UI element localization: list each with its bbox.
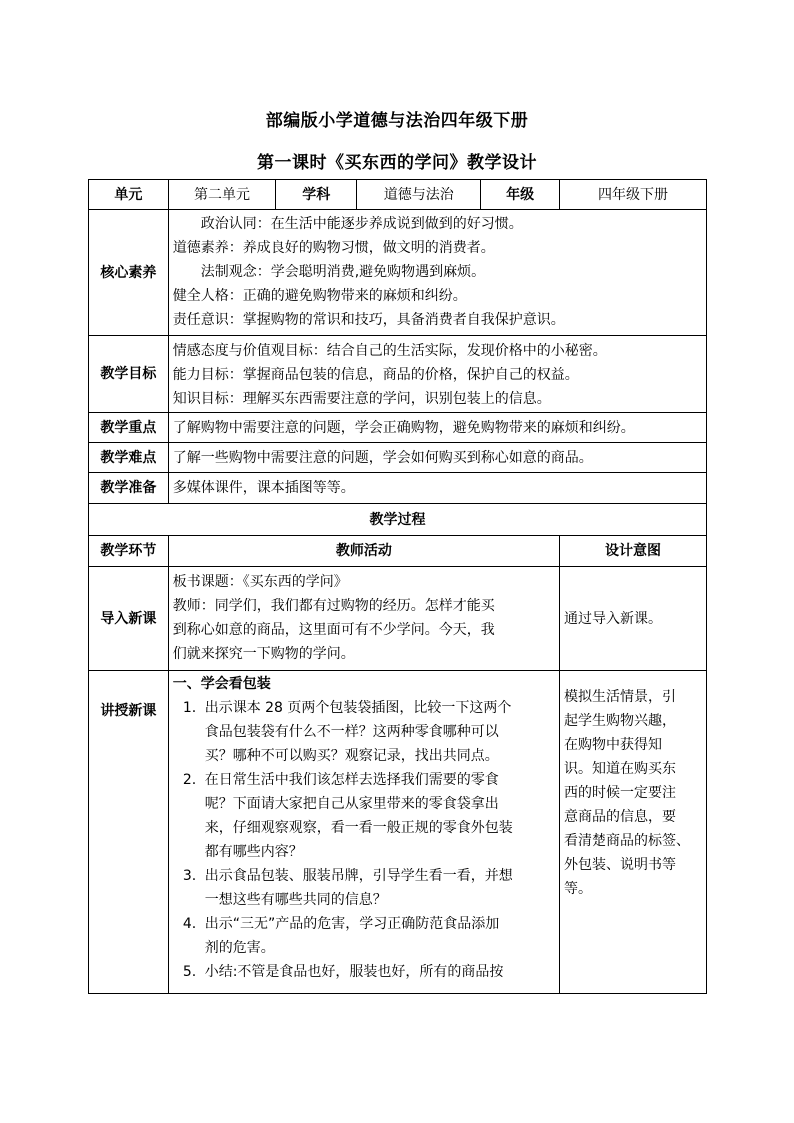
process-header-row [89, 536, 707, 567]
prep-row [89, 473, 707, 504]
lesson-plan-table [88, 179, 707, 994]
info-row [89, 180, 707, 210]
goal-line: 知识目标：理解买东西需要注意的学问，识别包装上的信息。 [172, 391, 551, 407]
step-line: 2. 在日常生活中我们该怎样去选择我们需要的零食 [204, 772, 499, 788]
teaching-subheading: 一、学会看包装 [172, 676, 271, 692]
step-line: 来，仔细观察观察，看一看一般正规的零食外包装 [204, 820, 513, 836]
core-literacy-content [168, 210, 706, 336]
unit-value: 第二单元 [168, 180, 276, 210]
intro-intent: 通过导入新课。 [559, 567, 706, 671]
core-line: 健全人格：正确的避免购物带来的麻烦和纠纷。 [172, 288, 467, 304]
subject-value: 道德与法治 [357, 180, 481, 210]
teaching-step [201, 696, 555, 768]
step-line: 买？哪种不可以购买？观察记录，找出共同点。 [204, 748, 499, 764]
process-heading-row [89, 504, 707, 536]
document-title: 部编版小学道德与法治四年级下册 [265, 111, 529, 131]
goal-line: 情感态度与价值观目标：结合自己的生活实际，发现价格中的小秘密。 [172, 343, 607, 359]
teaching-activity [168, 671, 559, 994]
teaching-row [89, 671, 707, 994]
core-literacy-label: 核心素养 [89, 210, 169, 336]
stage-intro: 导入新课 [89, 567, 169, 671]
step-line: 呢？下面请大家把自己从家里带来的零食袋拿出 [204, 796, 499, 812]
teaching-step [201, 768, 555, 864]
goals-row [89, 336, 707, 413]
step-line: 一想这些有哪些共同的信息？ [204, 892, 387, 908]
step-line: 食品包装袋有什么不一样？这两种零食哪种可以 [204, 724, 499, 740]
teaching-step [201, 912, 555, 960]
step-line: 3. 出示食品包装、服装吊牌，引导学生看一看，并想 [204, 868, 513, 884]
grade-label: 年级 [481, 180, 560, 210]
intent-line: 模拟生活情景，引 [563, 689, 676, 705]
intent-line: 看清楚商品的标签、 [563, 833, 690, 849]
key-point-label: 教学重点 [89, 413, 169, 443]
activity-line: 到称心如意的商品，这里面可有不少学问。今天，我 [172, 622, 495, 638]
activity-line: 板书课题：《买东西的学问》 [172, 574, 348, 590]
col-teacher-header: 教师活动 [168, 536, 559, 567]
intent-line: 起学生购物兴趣， [563, 713, 676, 729]
col-stage-header: 教学环节 [89, 536, 169, 567]
intro-teacher-activity [168, 567, 559, 671]
intent-line: 在购物中获得知 [563, 737, 662, 753]
step-line: 5. 小结:不管是食品也好，服装也好，所有的商品按 [204, 964, 504, 980]
core-line: 政治认同：在生活中能逐步养成说到做到的好习惯。 [200, 216, 523, 232]
core-line: 责任意识：掌握购物的常识和技巧，具备消费者自我保护意识。 [172, 312, 565, 328]
activity-line: 教师：同学们，我们都有过购物的经历。怎样才能买 [172, 598, 495, 614]
grade-value: 四年级下册 [559, 180, 706, 210]
goals-label: 教学目标 [89, 336, 169, 413]
intent-line: 外包装、说明书等 [563, 857, 676, 873]
teaching-step [201, 960, 555, 984]
prep-text: 多媒体课件，课本插图等等。 [168, 473, 706, 504]
intent-line: 识。知道在购买东 [563, 761, 676, 777]
core-line: 法制观念：学会聪明消费,避免购物遇到麻烦。 [200, 264, 486, 280]
step-line: 1. 出示课本 28 页两个包装袋插图，比较一下这两个 [204, 700, 512, 716]
teaching-steps [173, 696, 555, 984]
subject-label: 学科 [276, 180, 357, 210]
intent-line: 等。 [563, 881, 592, 897]
difficulty-label: 教学难点 [89, 443, 169, 473]
key-point-text: 了解购物中需要注意的问题，学会正确购物，避免购物带来的麻烦和纠纷。 [168, 413, 706, 443]
step-line: 4. 出示“三无”产品的危害，学习正确防范食品添加 [204, 916, 500, 932]
lesson-title: 第一课时《买东西的学问》教学设计 [257, 153, 537, 173]
goals-content [168, 336, 706, 413]
core-literacy-row [89, 210, 707, 336]
intent-line: 意商品的信息，要 [563, 809, 676, 825]
key-point-row [89, 413, 707, 443]
step-line: 剂的危害。 [204, 940, 275, 956]
unit-label: 单元 [89, 180, 169, 210]
goal-line: 能力目标：掌握商品包装的信息，商品的价格，保护自己的权益。 [172, 367, 579, 383]
step-line: 都有哪些内容？ [204, 844, 303, 860]
process-heading: 教学过程 [89, 504, 707, 536]
prep-label: 教学准备 [89, 473, 169, 504]
intro-row [89, 567, 707, 671]
intent-line: 西的时候一定要注 [563, 785, 676, 801]
core-line: 道德素养：养成良好的购物习惯，做文明的消费者。 [172, 240, 495, 256]
activity-line: 们就来探究一下购物的学问。 [172, 646, 355, 662]
col-intent-header: 设计意图 [559, 536, 706, 567]
difficulty-row [89, 443, 707, 473]
difficulty-text: 了解一些购物中需要注意的问题，学会如何购买到称心如意的商品。 [168, 443, 706, 473]
teaching-intent [559, 671, 706, 994]
stage-teaching: 讲授新课 [89, 671, 169, 994]
teaching-step [201, 864, 555, 912]
